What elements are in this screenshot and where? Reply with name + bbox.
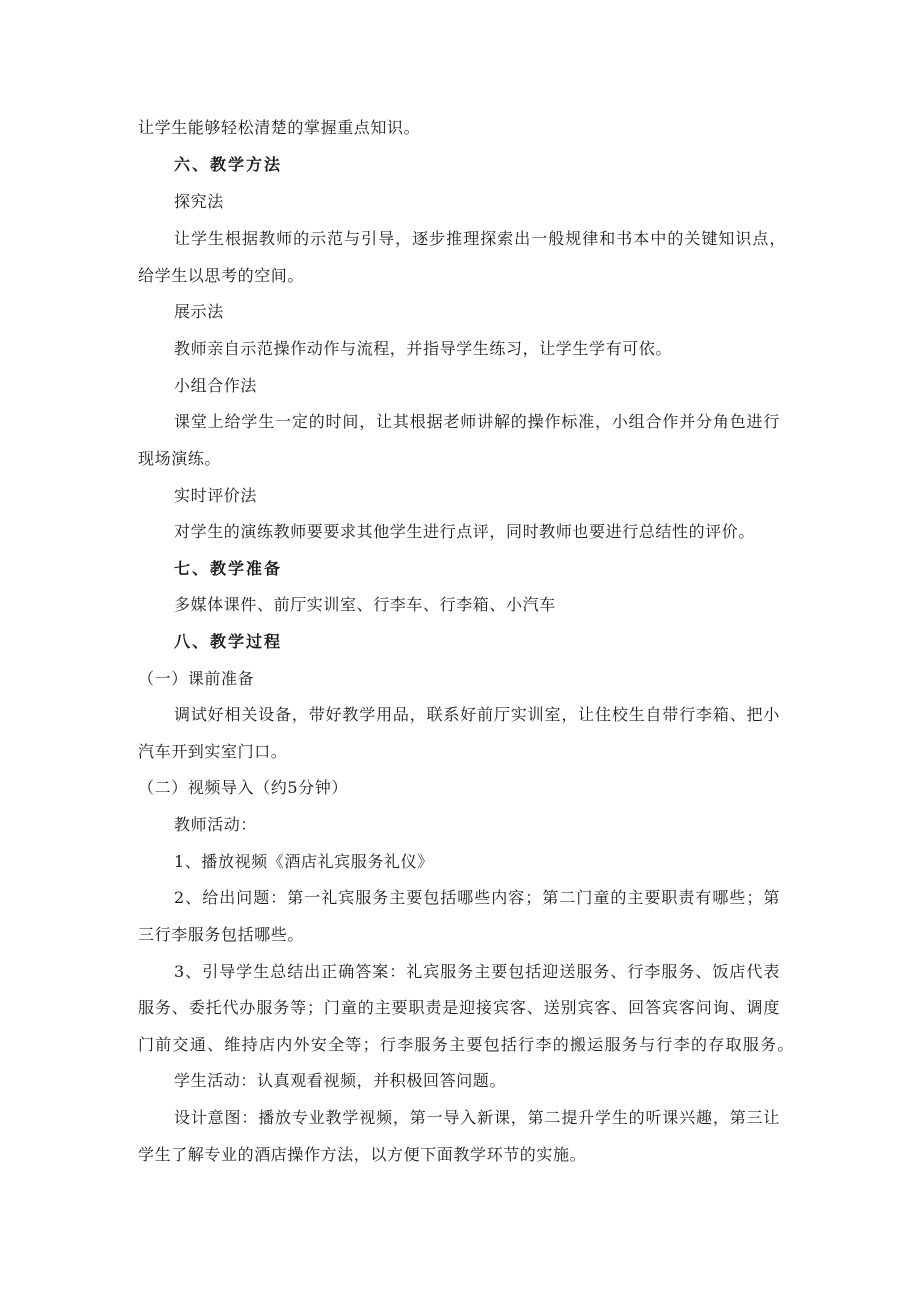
paragraph-line: 课堂上给学生一定的时间，让其根据老师讲解的操作标准，小组合作并分角色进行: [174, 412, 780, 431]
paragraph-line: 对学生的演练教师要要求其他学生进行点评，同时教师也要进行总结性的评价。: [174, 522, 756, 541]
method-title-demonstration: 展示法: [174, 302, 224, 321]
paragraph-line: 现场演练。: [138, 449, 222, 468]
paragraph-line: 汽车开到实室门口。: [138, 742, 288, 761]
design-intent: 设计意图：播放专业教学视频，第一导入新课，第二提升学生的听课兴趣，第三让: [174, 1108, 780, 1127]
method-title-realtime-evaluation: 实时评价法: [174, 486, 258, 505]
paragraph-line: 教师亲自示范操作动作与流程，并指导学生练习，让学生学有可依。: [174, 339, 673, 358]
paragraph-line: 多媒体课件、前厅实训室、行李车、行李箱、小汽车: [174, 595, 556, 614]
paragraph-line: 三行李服务包括哪些。: [138, 925, 305, 944]
paragraph-line: 门前交通、维持店内外安全等；行李服务主要包括行李的搬运服务与行李的存取服务。: [138, 1035, 794, 1054]
student-activity: 学生活动：认真观看视频，并积极回答问题。: [174, 1071, 507, 1090]
subsection-title-video-intro: （二）视频导入（约5分钟）: [138, 778, 348, 797]
section-heading-teaching-process: 八、教学过程: [174, 632, 283, 651]
paragraph-line: 让学生根据教师的示范与引导，逐步推理探索出一般规律和书本中的关键知识点，: [174, 229, 786, 248]
list-item: 3、引导学生总结出正确答案：礼宾服务主要包括迎送服务、行李服务、饭店代表: [174, 962, 780, 981]
paragraph-line: 调试好相关设备，带好教学用品，联系好前厅实训室，让住校生自带行李箱、把小: [174, 705, 780, 724]
list-item: 1、播放视频《酒店礼宾服务礼仪》: [174, 852, 434, 871]
method-title-group-cooperation: 小组合作法: [174, 376, 258, 395]
paragraph-line: 学生了解专业的酒店操作方法，以方便下面教学环节的实施。: [138, 1145, 587, 1164]
method-title-inquiry: 探究法: [174, 192, 224, 211]
subsection-title-pre-class: （一）课前准备: [138, 669, 255, 688]
paragraph-line: 服务、委托代办服务等；门童的主要职责是迎接宾客、送别宾客、回答宾客问询、调度: [138, 998, 780, 1017]
section-heading-teaching-methods: 六、教学方法: [174, 155, 283, 174]
paragraph-line: 让学生能够轻松清楚的掌握重点知识。: [138, 118, 421, 137]
paragraph-line: 给学生以思考的空间。: [138, 266, 305, 285]
teacher-activity-label: 教师活动：: [174, 815, 258, 834]
list-item: 2、给出问题：第一礼宾服务主要包括哪些内容；第二门童的主要职责有哪些；第: [174, 888, 780, 907]
section-heading-teaching-preparation: 七、教学准备: [174, 559, 283, 578]
